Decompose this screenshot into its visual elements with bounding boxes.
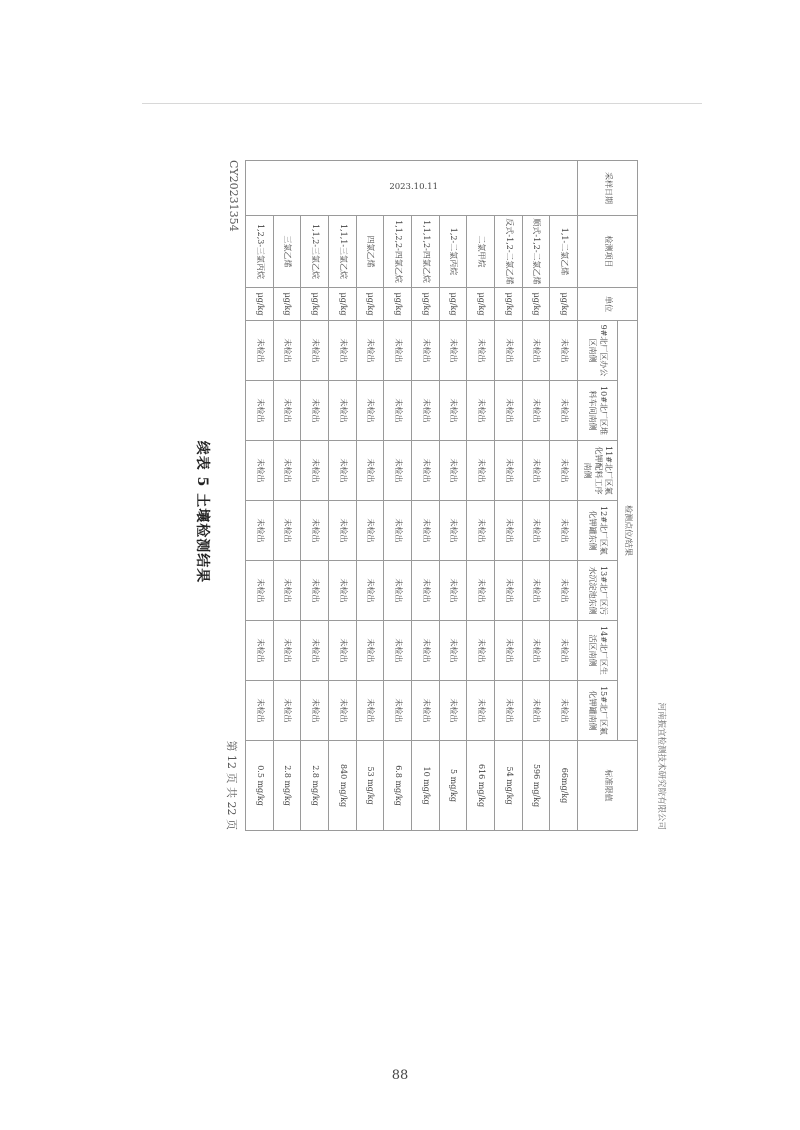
limit-cell: 5 mg/kg <box>439 741 467 831</box>
result-cell: 未检出 <box>522 441 550 501</box>
item-cell: 二氯甲烷 <box>467 216 495 288</box>
result-cell: 未检出 <box>301 621 329 681</box>
result-cell: 未检出 <box>495 561 523 621</box>
result-cell: 未检出 <box>412 321 440 381</box>
result-cell: 未检出 <box>356 621 384 681</box>
result-cell: 未检出 <box>329 321 357 381</box>
unit-cell: μg/kg <box>550 288 578 321</box>
result-cell: 未检出 <box>356 501 384 561</box>
result-cell: 未检出 <box>522 681 550 741</box>
soil-results-table <box>245 160 638 831</box>
table-row <box>522 161 550 831</box>
footer-organization: 河南振宜检测技术研究院有限公司 <box>656 702 666 830</box>
result-cell: 未检出 <box>384 441 412 501</box>
result-cell: 未检出 <box>412 561 440 621</box>
result-cell: 未检出 <box>246 621 274 681</box>
result-cell: 未检出 <box>439 501 467 561</box>
result-cell: 未检出 <box>412 441 440 501</box>
result-cell: 未检出 <box>301 501 329 561</box>
limit-cell: 53 mg/kg <box>356 741 384 831</box>
result-cell: 未检出 <box>273 681 301 741</box>
result-cell: 未检出 <box>301 681 329 741</box>
result-cell: 未检出 <box>522 561 550 621</box>
header-row <box>618 161 638 831</box>
limit-cell: 616 mg/kg <box>467 741 495 831</box>
item-cell: 三氯乙烯 <box>273 216 301 288</box>
result-cell: 未检出 <box>329 561 357 621</box>
result-cell: 未检出 <box>467 561 495 621</box>
limit-cell: 54 mg/kg <box>495 741 523 831</box>
table-row <box>412 161 440 831</box>
item-cell: 顺式-1,2-二氯乙烯 <box>522 216 550 288</box>
limit-cell: 66mg/kg <box>550 741 578 831</box>
result-cell: 未检出 <box>246 561 274 621</box>
limit-cell: 6.8 mg/kg <box>384 741 412 831</box>
header-standard: 标准限值 <box>578 741 638 831</box>
unit-cell: μg/kg <box>384 288 412 321</box>
table-row <box>439 161 467 831</box>
item-cell: 1,2,3-三氯丙烷 <box>246 216 274 288</box>
result-cell: 未检出 <box>246 501 274 561</box>
result-cell: 未检出 <box>329 681 357 741</box>
item-cell: 四氯乙烯 <box>356 216 384 288</box>
result-cell: 未检出 <box>550 321 578 381</box>
result-cell: 未检出 <box>273 501 301 561</box>
unit-cell: μg/kg <box>439 288 467 321</box>
result-cell: 未检出 <box>550 501 578 561</box>
result-cell: 未检出 <box>301 321 329 381</box>
result-cell: 未检出 <box>467 441 495 501</box>
result-cell: 未检出 <box>439 441 467 501</box>
result-cell: 未检出 <box>384 381 412 441</box>
limit-cell: 596 mg/kg <box>522 741 550 831</box>
result-cell: 未检出 <box>329 381 357 441</box>
item-cell: 反式-1,2-二氯乙烯 <box>495 216 523 288</box>
unit-cell: μg/kg <box>246 288 274 321</box>
limit-cell: 2.8 mg/kg <box>301 741 329 831</box>
item-cell: 1,1,2-三氯乙烷 <box>301 216 329 288</box>
limit-cell: 2.8 mg/kg <box>273 741 301 831</box>
table-row <box>273 161 301 831</box>
result-cell: 未检出 <box>550 441 578 501</box>
result-cell: 未检出 <box>356 381 384 441</box>
unit-cell: μg/kg <box>273 288 301 321</box>
unit-cell: μg/kg <box>467 288 495 321</box>
result-cell: 未检出 <box>384 681 412 741</box>
item-cell: 1,1,1-三氯乙烷 <box>329 216 357 288</box>
table-row <box>467 161 495 831</box>
header-point: 12#北厂区氟化钾罐东侧 <box>578 501 618 561</box>
result-cell: 未检出 <box>550 561 578 621</box>
result-cell: 未检出 <box>246 681 274 741</box>
header-point: 14#北厂区生活区南侧 <box>578 621 618 681</box>
result-cell: 未检出 <box>384 561 412 621</box>
result-cell: 未检出 <box>384 621 412 681</box>
header-point: 15#北厂区氟化钾罐南侧 <box>578 681 618 741</box>
result-cell: 未检出 <box>273 621 301 681</box>
result-cell: 未检出 <box>246 321 274 381</box>
result-cell: 未检出 <box>301 381 329 441</box>
result-cell: 未检出 <box>495 441 523 501</box>
result-cell: 未检出 <box>439 681 467 741</box>
item-cell: 1,2-二氯丙烷 <box>439 216 467 288</box>
result-cell: 未检出 <box>246 441 274 501</box>
result-cell: 未检出 <box>495 681 523 741</box>
report-code: CY20231354 <box>227 160 240 232</box>
result-cell: 未检出 <box>273 321 301 381</box>
sample-date-cell <box>246 161 578 216</box>
result-cell: 未检出 <box>439 621 467 681</box>
result-cell: 未检出 <box>273 381 301 441</box>
header-point: 9#北厂区办公区南侧 <box>578 321 618 381</box>
result-cell: 未检出 <box>329 621 357 681</box>
result-cell: 未检出 <box>356 561 384 621</box>
table-title: 续表 5 土壤检测结果 <box>194 440 210 584</box>
result-cell: 未检出 <box>550 681 578 741</box>
result-cell: 未检出 <box>273 561 301 621</box>
unit-cell: μg/kg <box>412 288 440 321</box>
header-unit: 单位 <box>578 288 638 321</box>
sample-date: 2023.10.11 <box>388 182 438 193</box>
result-cell: 未检出 <box>522 321 550 381</box>
result-cell: 未检出 <box>439 561 467 621</box>
limit-cell: 10 mg/kg <box>412 741 440 831</box>
result-cell: 未检出 <box>246 381 274 441</box>
unit-cell: μg/kg <box>495 288 523 321</box>
unit-cell: μg/kg <box>356 288 384 321</box>
table-row <box>550 161 578 831</box>
item-cell: 1,1,2,2-四氯乙烷 <box>384 216 412 288</box>
header-point: 13#北厂区污水沉淀池东侧 <box>578 561 618 621</box>
result-cell: 未检出 <box>384 321 412 381</box>
result-cell: 未检出 <box>412 381 440 441</box>
result-cell: 未检出 <box>439 381 467 441</box>
result-cell: 未检出 <box>356 441 384 501</box>
result-cell: 未检出 <box>384 501 412 561</box>
result-cell: 未检出 <box>467 621 495 681</box>
result-cell: 未检出 <box>495 381 523 441</box>
table-row <box>246 161 274 831</box>
table-row <box>384 161 412 831</box>
unit-cell: μg/kg <box>301 288 329 321</box>
result-cell: 未检出 <box>356 681 384 741</box>
table-row <box>301 161 329 831</box>
page-indicator: 第 12 页 共 22 页 <box>225 740 238 830</box>
table-row <box>329 161 357 831</box>
header-point: 11#北厂区氟化钾配料工序南侧 <box>578 441 618 501</box>
top-rule <box>142 103 702 104</box>
limit-cell: 0.5 mg/kg <box>246 741 274 831</box>
result-cell: 未检出 <box>273 441 301 501</box>
limit-cell: 840 mg/kg <box>329 741 357 831</box>
result-cell: 未检出 <box>522 501 550 561</box>
result-cell: 未检出 <box>522 381 550 441</box>
result-cell: 未检出 <box>301 561 329 621</box>
result-cell: 未检出 <box>550 381 578 441</box>
result-cell: 未检出 <box>412 621 440 681</box>
result-cell: 未检出 <box>550 621 578 681</box>
result-cell: 未检出 <box>522 621 550 681</box>
result-cell: 未检出 <box>329 441 357 501</box>
item-cell: 1,1-二氯乙烯 <box>550 216 578 288</box>
result-cell: 未检出 <box>329 501 357 561</box>
result-cell: 未检出 <box>439 321 467 381</box>
unit-cell: μg/kg <box>522 288 550 321</box>
result-cell: 未检出 <box>467 381 495 441</box>
unit-cell: μg/kg <box>329 288 357 321</box>
page-number: 88 <box>391 1068 409 1083</box>
result-cell: 未检出 <box>301 441 329 501</box>
table-row <box>495 161 523 831</box>
result-cell: 未检出 <box>467 501 495 561</box>
result-cell: 未检出 <box>412 501 440 561</box>
header-item: 检测项目 <box>578 216 638 288</box>
result-cell: 未检出 <box>412 681 440 741</box>
result-cell: 未检出 <box>495 621 523 681</box>
result-cell: 未检出 <box>495 321 523 381</box>
result-cell: 未检出 <box>467 681 495 741</box>
header-point: 10#北厂区堆料车间南侧 <box>578 381 618 441</box>
rotated-report-page <box>178 160 666 830</box>
item-cell: 1,1,1,2-四氯乙烷 <box>412 216 440 288</box>
result-cell: 未检出 <box>356 321 384 381</box>
result-cell: 未检出 <box>467 321 495 381</box>
result-cell: 未检出 <box>495 501 523 561</box>
header-points-group: 检测点位/结果 <box>618 321 638 741</box>
header-sample-date: 采样日期 <box>578 161 638 216</box>
table-row <box>356 161 384 831</box>
